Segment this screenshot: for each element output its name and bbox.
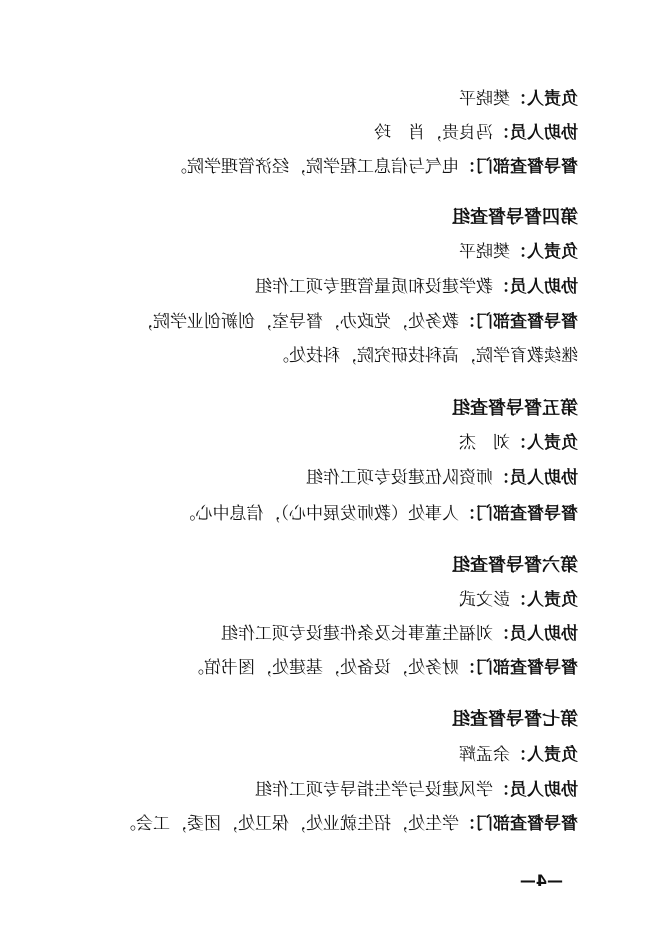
assist-label: 协助人员：: [493, 277, 578, 297]
group3-head-line: [80, 88, 578, 110]
group5-assist-line: [80, 467, 578, 489]
dept-value: 学生处，招生就业处，保卫处，团委，工会。: [119, 814, 459, 834]
dept-label: 督导督查部门：: [459, 312, 578, 332]
assist-value: 师资队伍建设专项工作组: [306, 468, 493, 488]
group6-dept-line: [80, 657, 578, 679]
dept-label: 督导督查部门：: [459, 658, 578, 678]
dept-label: 督导督查部门：: [459, 504, 578, 524]
group5-dept-line: [80, 503, 578, 525]
group4-title: 第四督导督查组: [452, 207, 578, 228]
dept-value: 教务处，党政办，督导室，创新创业学院，: [136, 312, 459, 332]
group7-assist-line: [80, 779, 578, 801]
group7-title: 第七督导督查组: [452, 709, 578, 730]
assist-label: 协助人员：: [493, 468, 578, 488]
head-value: 余孟辉: [459, 745, 510, 765]
group7-head-line: [80, 744, 578, 766]
assist-label: 协助人员：: [493, 780, 578, 800]
assist-value: 学风建设与学生指导专项工作组: [255, 780, 493, 800]
head-label: 负责人：: [510, 433, 578, 453]
assist-value: 教学建设和质量管理专项工作组: [255, 277, 493, 297]
assist-value: 冯良贵，肖 玲: [374, 123, 493, 143]
head-label: 负责人：: [510, 590, 578, 610]
group3-assist-line: [80, 122, 578, 144]
group3-dept-line: [80, 156, 578, 178]
page-number: —4—: [519, 871, 563, 890]
assist-label: 协助人员：: [493, 624, 578, 644]
group6-assist-line: [80, 623, 578, 645]
head-value: 樊晓平: [459, 242, 510, 262]
group4-assist-line: [80, 276, 578, 298]
group6-head-line: [80, 589, 578, 611]
head-label: 负责人：: [510, 89, 578, 109]
head-value: 樊晓平: [459, 89, 510, 109]
assist-label: 协助人员：: [493, 123, 578, 143]
group6-title: 第六督导督查组: [452, 555, 578, 576]
head-label: 负责人：: [510, 242, 578, 262]
dept-value: 财务处，设备处，基建处，图书馆。: [187, 658, 459, 678]
group4-head-line: [80, 241, 578, 263]
assist-value: 刘福生董事长及条件建设专项工作组: [221, 624, 493, 644]
head-value: 刘 杰: [459, 433, 510, 453]
group4-dept-continuation: 继续教育学院，高科技研究院，科技处。: [272, 346, 578, 366]
group4-dept-line: [80, 311, 578, 333]
head-label: 负责人：: [510, 745, 578, 765]
group5-head-line: [80, 432, 578, 454]
group5-title: 第五督导督查组: [452, 398, 578, 419]
dept-value: 人事处（教师发展中心），信息中心。: [178, 504, 459, 524]
dept-label: 督导督查部门：: [459, 814, 578, 834]
group7-dept-line: [80, 813, 578, 835]
dept-value: 电气与信息工程学院，经济管理学院。: [170, 157, 459, 177]
dept-label: 督导督查部门：: [459, 157, 578, 177]
head-value: 彭文武: [459, 590, 510, 610]
